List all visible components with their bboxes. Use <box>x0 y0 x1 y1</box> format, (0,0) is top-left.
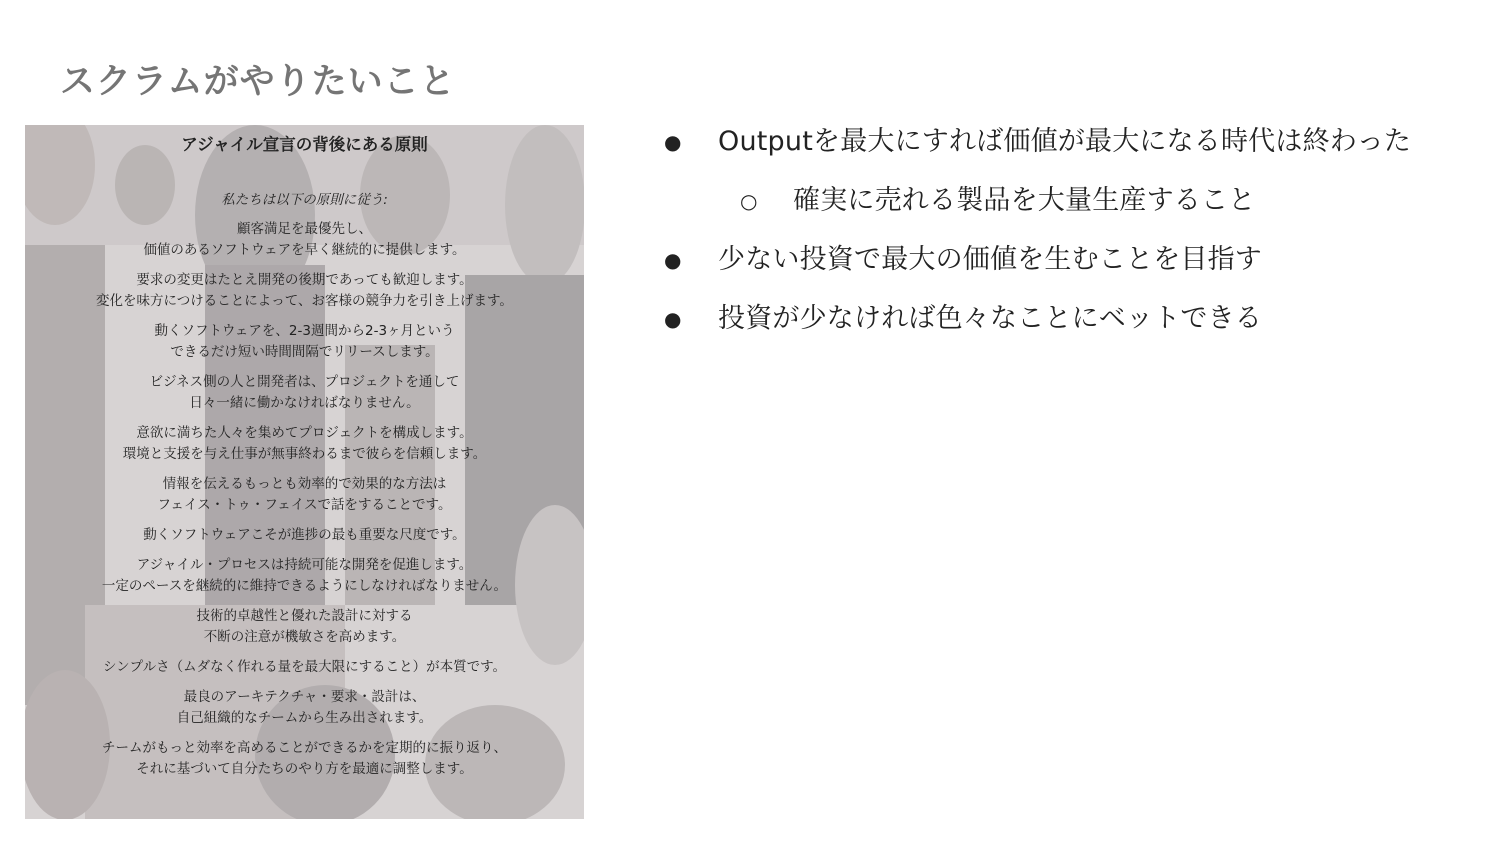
manifesto-text <box>25 125 584 780</box>
principle-line: 顧客満足を最優先し、 <box>237 221 372 237</box>
principle-line: 変化を味方につけることによって、お客様の競争力を引き上げます。 <box>96 293 513 309</box>
principle-item <box>25 738 584 780</box>
bullet-text: 投資が少なければ色々なことにベットできる <box>718 303 1262 334</box>
manifesto-image <box>25 125 584 819</box>
principle-item <box>25 687 584 729</box>
principle-item <box>25 321 584 363</box>
sub-bullet-item <box>660 179 1490 238</box>
principle-item <box>25 525 584 546</box>
principle-line: 日々一緒に働かなければなりません。 <box>189 395 420 411</box>
principle-item <box>25 657 584 678</box>
bullet-mark: ● <box>664 248 682 272</box>
principle-item <box>25 270 584 312</box>
principle-line: 技術的卓越性と優れた設計に対する <box>196 608 413 624</box>
principle-item <box>25 219 584 261</box>
principle-line: 情報を伝えるもっとも効率的で効果的な方法は <box>162 476 447 492</box>
principle-line: チームがもっと効率を高めることができるかを定期的に振り返り、 <box>102 740 507 756</box>
principle-item <box>25 555 584 597</box>
principle-line: フェイス・トゥ・フェイスで話をすることです。 <box>157 497 452 513</box>
principle-item <box>25 423 584 465</box>
principle-line: シンプルさ（ムダなく作れる量を最大限にすること）が本質です。 <box>102 659 507 675</box>
principle-line: 動くソフトウェアを、2-3週間から2-3ヶ月という <box>154 323 455 339</box>
principle-line: ビジネス側の人と開発者は、プロジェクトを通して <box>149 374 460 390</box>
principle-item <box>25 474 584 516</box>
bullet-text: 少ない投資で最大の価値を生むことを目指す <box>718 244 1262 275</box>
principle-line: 価値のあるソフトウェアを早く継続的に提供します。 <box>143 242 466 258</box>
principle-item <box>25 372 584 414</box>
principle-item <box>25 606 584 648</box>
principle-line: 一定のペースを継続的に維持できるようにしなければなりません。 <box>101 578 508 594</box>
principle-line: 自己組織的なチームから生み出されます。 <box>176 710 433 726</box>
principle-list <box>25 219 584 780</box>
bullet-item <box>660 297 1490 356</box>
bullet-list <box>660 120 1490 356</box>
bullet-mark: ● <box>664 307 682 331</box>
sub-bullet-text: 確実に売れる製品を大量生産すること <box>793 185 1256 216</box>
principle-line: 不断の注意が機敏さを高めます。 <box>203 629 406 645</box>
slide-title: スクラムがやりたいこと <box>60 62 456 102</box>
principle-line: アジャイル・プロセスは持続可能な開発を促進します。 <box>136 557 473 573</box>
manifesto-intro: 私たちは以下の原則に従う: <box>221 192 388 208</box>
principle-line: 意欲に満ちた人々を集めてプロジェクトを構成します。 <box>136 425 473 441</box>
bullet-item <box>660 120 1490 179</box>
principle-line: 環境と支援を与え仕事が無事終わるまで彼らを信頼します。 <box>122 446 487 462</box>
bullet-mark: ● <box>664 130 682 154</box>
bullet-text: Outputを最大にすれば価値が最大になる時代は終わった <box>718 126 1412 157</box>
principle-line: それに基づいて自分たちのやり方を最適に調整します。 <box>136 761 473 777</box>
manifesto-title: アジャイル宣言の背後にある原則 <box>181 135 428 154</box>
bullet-item <box>660 238 1490 297</box>
sub-bullet-mark: ○ <box>740 189 758 213</box>
principle-line: 動くソフトウェアこそが進捗の最も重要な尺度です。 <box>143 527 466 543</box>
principle-line: できるだけ短い時間間隔でリリースします。 <box>170 344 439 360</box>
principle-line: 要求の変更はたとえ開発の後期であっても歓迎します。 <box>136 272 473 288</box>
principle-line: 最良のアーキテクチャ・要求・設計は、 <box>183 689 426 705</box>
